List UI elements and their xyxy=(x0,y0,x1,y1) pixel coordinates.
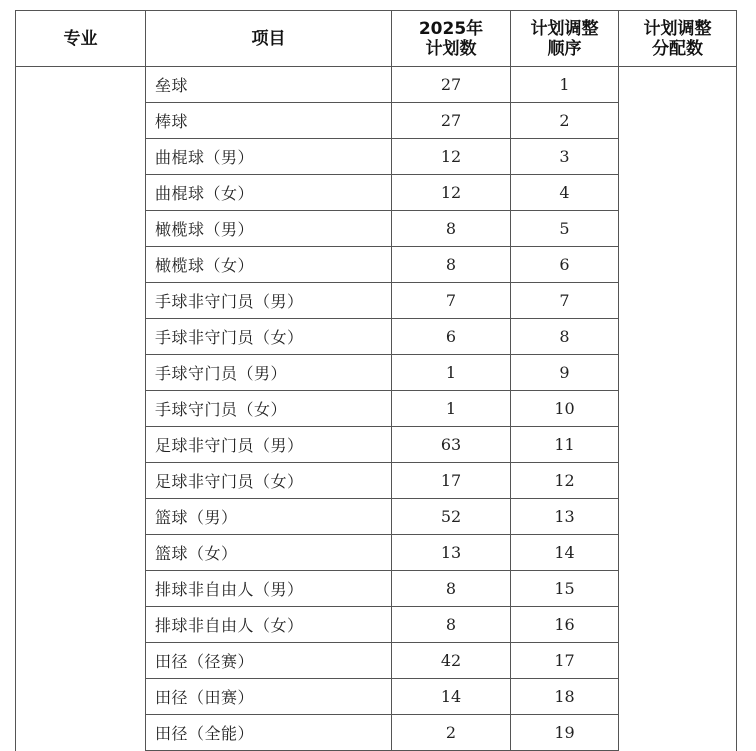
plan-cell: 7 xyxy=(392,283,511,319)
plan-cell: 27 xyxy=(392,67,511,103)
item-cell: 橄榄球（男） xyxy=(146,211,392,247)
item-cell: 手球守门员（女） xyxy=(146,391,392,427)
plan-adjustment-table xyxy=(15,10,737,751)
plan-cell: 27 xyxy=(392,103,511,139)
item-cell: 垒球 xyxy=(146,67,392,103)
plan-cell: 42 xyxy=(392,643,511,679)
plan-cell: 1 xyxy=(392,391,511,427)
plan-cell: 12 xyxy=(392,139,511,175)
item-cell: 田径（田赛） xyxy=(146,679,392,715)
alloc-cell xyxy=(619,67,737,751)
order-cell: 14 xyxy=(511,535,619,571)
order-cell: 2 xyxy=(511,103,619,139)
item-cell: 曲棍球（女） xyxy=(146,175,392,211)
plan-cell: 14 xyxy=(392,679,511,715)
item-cell: 手球守门员（男） xyxy=(146,355,392,391)
item-cell: 曲棍球（男） xyxy=(146,139,392,175)
header-adjust-alloc-line2: 分配数 xyxy=(652,38,703,59)
major-cell xyxy=(16,67,146,751)
order-cell: 12 xyxy=(511,463,619,499)
header-adjust-order xyxy=(511,11,619,67)
order-cell: 11 xyxy=(511,427,619,463)
item-cell: 排球非自由人（男） xyxy=(146,571,392,607)
item-cell: 足球非守门员（男） xyxy=(146,427,392,463)
order-cell: 3 xyxy=(511,139,619,175)
plan-cell: 6 xyxy=(392,319,511,355)
header-adjust-alloc-line1: 计划调整 xyxy=(643,18,712,39)
order-cell: 10 xyxy=(511,391,619,427)
plan-cell: 13 xyxy=(392,535,511,571)
item-cell: 棒球 xyxy=(146,103,392,139)
order-cell: 1 xyxy=(511,67,619,103)
order-cell: 7 xyxy=(511,283,619,319)
table-row xyxy=(16,67,737,103)
plan-cell: 12 xyxy=(392,175,511,211)
plan-cell: 8 xyxy=(392,571,511,607)
item-cell: 手球非守门员（女） xyxy=(146,319,392,355)
item-cell: 田径（径赛） xyxy=(146,643,392,679)
plan-cell: 63 xyxy=(392,427,511,463)
order-cell: 19 xyxy=(511,715,619,751)
plan-cell: 8 xyxy=(392,211,511,247)
header-adjust-order-line1: 计划调整 xyxy=(530,18,599,39)
header-plan-2025-line2: 计划数 xyxy=(425,38,477,59)
item-cell: 手球非守门员（男） xyxy=(146,283,392,319)
item-cell: 排球非自由人（女） xyxy=(146,607,392,643)
item-cell: 足球非守门员（女） xyxy=(146,463,392,499)
plan-cell: 2 xyxy=(392,715,511,751)
order-cell: 5 xyxy=(511,211,619,247)
item-cell: 篮球（男） xyxy=(146,499,392,535)
header-item: 项目 xyxy=(146,11,392,67)
order-cell: 15 xyxy=(511,571,619,607)
order-cell: 4 xyxy=(511,175,619,211)
table-body xyxy=(16,67,737,751)
order-cell: 13 xyxy=(511,499,619,535)
plan-cell: 52 xyxy=(392,499,511,535)
item-cell: 篮球（女） xyxy=(146,535,392,571)
header-plan-2025 xyxy=(392,11,511,67)
plan-cell: 8 xyxy=(392,247,511,283)
order-cell: 16 xyxy=(511,607,619,643)
order-cell: 18 xyxy=(511,679,619,715)
header-adjust-order-line2: 顺序 xyxy=(547,38,582,59)
plan-cell: 8 xyxy=(392,607,511,643)
item-cell: 橄榄球（女） xyxy=(146,247,392,283)
order-cell: 6 xyxy=(511,247,619,283)
order-cell: 8 xyxy=(511,319,619,355)
plan-table-container xyxy=(15,10,737,751)
header-plan-2025-line1: 2025年 xyxy=(418,18,484,39)
plan-cell: 17 xyxy=(392,463,511,499)
order-cell: 9 xyxy=(511,355,619,391)
header-adjust-alloc xyxy=(619,11,737,67)
plan-cell: 1 xyxy=(392,355,511,391)
header-row xyxy=(16,11,737,67)
item-cell: 田径（全能） xyxy=(146,715,392,751)
order-cell: 17 xyxy=(511,643,619,679)
header-major: 专业 xyxy=(16,11,146,67)
